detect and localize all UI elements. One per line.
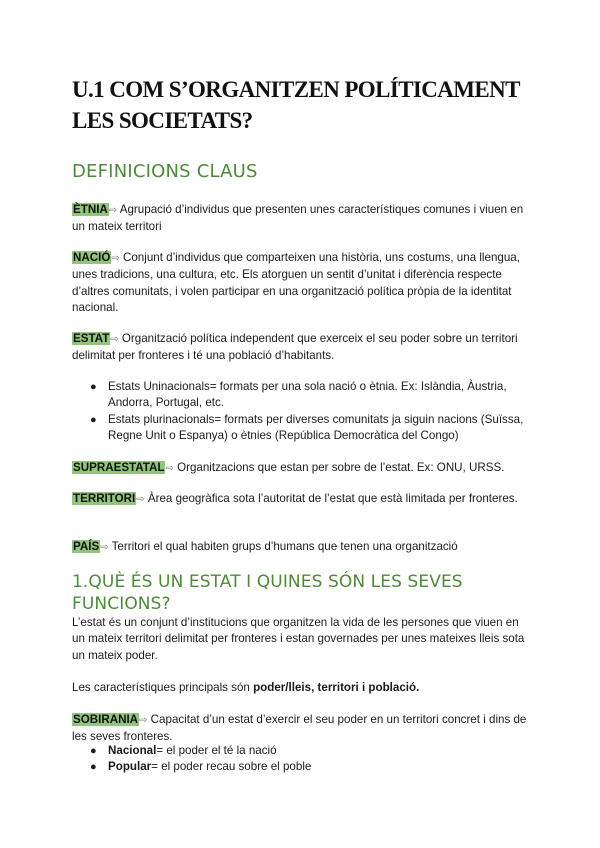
definition-text: Agrupació d’individus que presenten unes característiques comunes i viuen en un mateix territori <box>72 203 524 234</box>
bullet-icon: ● <box>90 413 97 426</box>
arrow-icon: ⇨ <box>139 715 148 726</box>
term-sobirania: SOBIRANIA <box>73 713 139 726</box>
term-pais: PAÍS <box>73 540 100 553</box>
estat-types-list <box>90 379 530 444</box>
features-bold: poder/lleis, territori i població. <box>253 681 420 694</box>
definition-text: Organització política independent que exerceix el seu poder sobre un territori delimitat per fronteres i té una població d’habitants. <box>72 332 518 363</box>
term-nacio: NACIÓ <box>73 251 111 264</box>
arrow-icon: ⇨ <box>100 542 109 553</box>
term-territori: TERRITORI <box>73 492 136 505</box>
term-etnia: ÈTNIA <box>73 203 108 216</box>
sobirania-types-list <box>90 743 530 776</box>
arrow-icon: ⇨ <box>165 463 174 474</box>
list-item: ● Popular= el poder recau sobre el poble <box>90 759 530 775</box>
bullet-icon: ● <box>90 745 97 757</box>
list-item: ● Nacional= el poder el té la nació <box>90 743 530 759</box>
arrow-icon: ⇨ <box>111 253 120 264</box>
arrow-icon: ⇨ <box>108 205 118 216</box>
bullet-icon: ● <box>90 381 97 393</box>
definition-text: Capacitat d’un estat d’exercir el seu poder en un territori concret i dins de les seves fronteres. <box>72 713 527 744</box>
definition-estat <box>72 331 532 365</box>
definition-text: Àrea geogràfica sota l’autoritat de l’estat que està limitada per fronteres. <box>144 492 518 505</box>
list-item: ● Estats Uninacionals= formats per una sola nació o ètnia. Ex: Islàndia, Àustria, Andorra, Portugal, etc. <box>90 380 507 410</box>
definition-nacio <box>72 250 532 316</box>
page-title: U.1 COM S’ORGANITZEN POLÍTICAMENT LES SOCIETATS? <box>72 77 520 133</box>
definition-pais <box>72 539 532 556</box>
section-intro: L’estat és un conjunt d’institucions que organitzen la vida de les persones que viuen en un mateix territori delimitat per fronteres i estan governades per unes mateixes lleis sota un mateix poder. <box>72 616 525 662</box>
definition-etnia <box>72 202 532 236</box>
arrow-icon: ⇨ <box>110 334 119 345</box>
definition-supraestatal <box>72 460 532 477</box>
term-estat: ESTAT <box>73 332 110 345</box>
bullet-icon: ● <box>90 761 97 774</box>
term-supraestatal: SUPRAESTATAL <box>73 461 165 474</box>
arrow-icon: ⇨ <box>136 494 145 505</box>
list-item: ● Estats plurinacionals= formats per diverses comunitats ja siguin nacions (Suïssa, Regne Unit o Espanya) o ètnies (República Democràtica del Congo) <box>90 412 524 442</box>
definition-text: Organitzacions que estan per sobre de l’estat. Ex: ONU, URSS. <box>173 461 505 474</box>
section-heading: 1.QUÈ ÉS UN ESTAT I QUINES SÓN LES SEVES FUNCIONS? <box>72 572 463 614</box>
features-paragraph: Les característiques principals són poder/lleis, territori i població. <box>72 681 420 694</box>
definition-text: Conjunt d’individus que comparteixen una història, uns costums, una llengua, unes tradicions, una cultura, etc. Els atorguen un sentit d’unitat i diferència respecte d’altres comunitats, i volen participar en una organització política pròpia de la identitat nacional. <box>72 251 520 314</box>
definitions-heading: DEFINICIONS CLAUS <box>72 161 258 182</box>
definition-sobirania <box>72 712 532 746</box>
definition-territori <box>72 491 532 508</box>
definition-text: Territori el qual habiten grups d’humans que tenen una organització <box>108 540 458 553</box>
